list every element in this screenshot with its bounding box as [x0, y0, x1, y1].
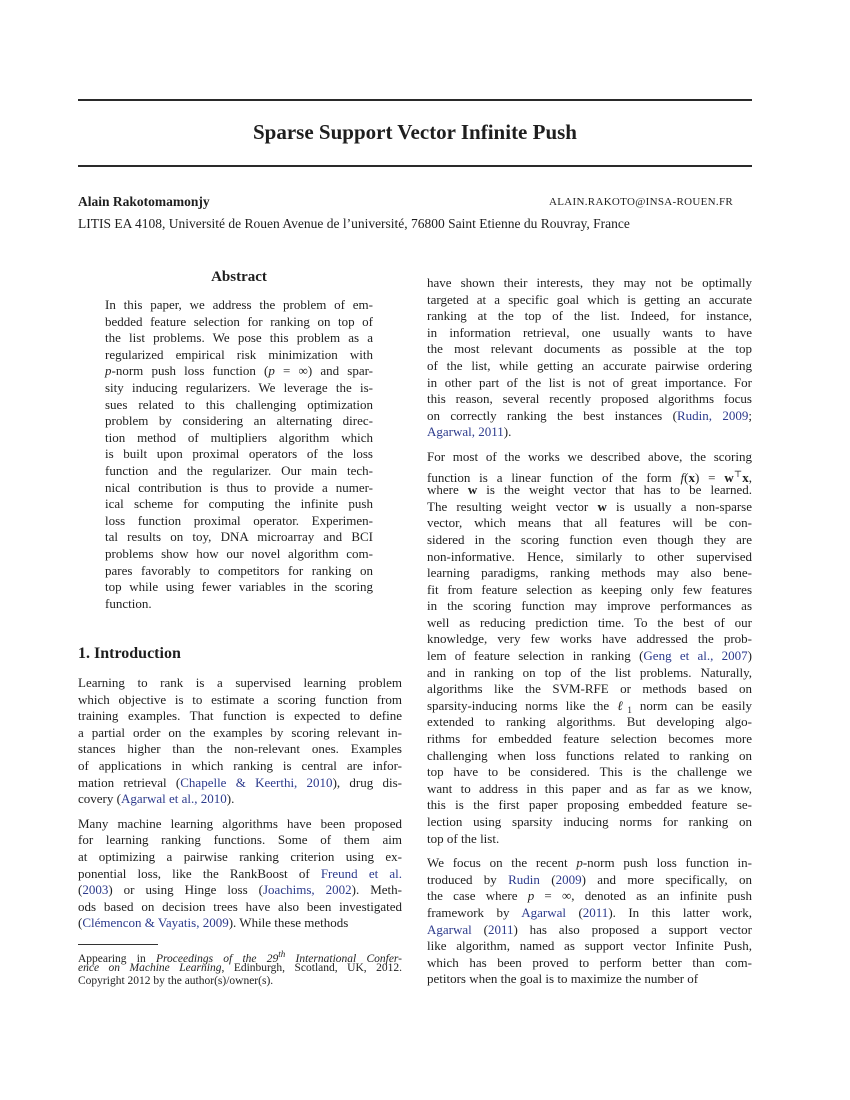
text-line: for learning ranking functions. Some of them aim — [78, 832, 402, 848]
text-line — [427, 482, 752, 499]
text-line: ranking at the top of the list. Indeed, for instance, — [427, 308, 752, 324]
text-line — [427, 408, 752, 425]
text-segment: on correctly ranking the best instances ( — [427, 407, 677, 423]
text-line: problem by considering an alternating direc- — [105, 413, 373, 429]
text-line: at optimizing a pairwise ranking criterion using ex- — [78, 848, 402, 864]
text-line: which objective is to estimate a scoring function from — [78, 691, 402, 707]
text-segment: = ∞) and spar- — [274, 363, 373, 379]
text-segment: We focus on the recent — [427, 855, 577, 871]
right-column-body — [427, 275, 752, 996]
text-line — [427, 888, 752, 905]
text-line: nical contribution is thus to provide a numer- — [105, 479, 373, 495]
text-line: targeted at a specific goal which is getting an accurate — [427, 291, 752, 307]
text-line: loss function proximal operator. Experimen- — [105, 512, 373, 528]
text-segment: -norm push loss function in- — [582, 855, 752, 871]
text-segment: covery ( — [78, 791, 121, 807]
text-line: regularized empirical risk minimization with — [105, 346, 373, 362]
citation-link[interactable]: Agarwal — [521, 904, 566, 920]
text-segment: ). Meth- — [351, 882, 402, 898]
text-line: stances higher than the non-relevant ones. Examples — [78, 741, 402, 757]
text-line: well as reducing prediction time. To the best of our — [427, 614, 752, 630]
text-segment: -norm push loss function ( — [111, 363, 269, 379]
text-line: have shown their interests, they may not be optimally — [427, 275, 752, 290]
text-segment: ). In this latter work, — [608, 904, 752, 920]
text-segment: ) and more specifically, on — [581, 871, 752, 887]
text-line: learning paradigms, ranking methods may also bene- — [427, 565, 752, 581]
paper-title: Sparse Support Vector Infinite Push — [252, 120, 577, 144]
text-line: in the scoring function may improve performances as — [427, 598, 752, 614]
math-text: p — [268, 363, 275, 379]
introduction-heading: 1. Introduction — [78, 645, 181, 662]
text-line: rithms for embedded feature selection becomes more — [427, 731, 752, 747]
paragraph — [427, 449, 752, 847]
text-line — [427, 855, 752, 872]
math-text: International Confer- — [285, 953, 403, 965]
text-line: vector, which means that all features will be con- — [427, 515, 752, 531]
text-line: Copyright 2012 by the author(s)/owner(s). — [78, 975, 274, 988]
text-line: tal results on toy, DNA microarray and BCI — [105, 529, 373, 545]
author-name: Alain Rakotomamonjy — [78, 194, 210, 209]
text-line — [78, 791, 402, 808]
text-segment: ( — [471, 921, 488, 937]
text-line: this reason, several recently proposed algorithms focus — [427, 391, 752, 407]
text-line: want to address in this paper and as far as we know, — [427, 780, 752, 796]
text-line: top have to be considered. This is the challenge we — [427, 764, 752, 780]
paragraph — [427, 275, 752, 441]
footnote-rule — [78, 944, 158, 945]
citation-link[interactable]: Agarwal et al., 2010 — [120, 791, 227, 807]
math-text: th — [278, 949, 286, 959]
text-line: knowledge, very few works have addressed the prob- — [427, 631, 752, 647]
text-line: sidered in the scoring function even though they are — [427, 531, 752, 547]
citation-link[interactable]: 2011 — [487, 921, 514, 937]
text-line — [78, 775, 402, 792]
text-line — [427, 424, 752, 441]
math-text: 1 — [627, 704, 632, 715]
paragraph — [427, 855, 752, 988]
text-line: which has been proved to perform better than com- — [427, 954, 752, 970]
text-segment: ( — [684, 469, 689, 485]
text-segment: ) has also proposed a support vector — [513, 921, 752, 937]
text-segment: mation retrieval ( — [78, 774, 181, 790]
text-segment: where — [427, 482, 468, 498]
text-line — [78, 915, 402, 932]
text-line: For most of the works we described above, the scoring — [427, 448, 752, 464]
text-line: of the list, while getting an accurate pairwise ordering — [427, 357, 752, 373]
author-affiliation: LITIS EA 4108, Université de Rouen Avenue de l’université, 76800 Saint Etienne du Rouvray, France — [78, 216, 630, 231]
text-line: and in ranking on top of the list problems. Naturally, — [427, 664, 752, 680]
text-segment: lem of feature selection in ranking ( — [427, 648, 644, 664]
text-line — [427, 648, 752, 665]
text-line: extended to ranking algorithms. But developing algo- — [427, 714, 752, 730]
text-line — [78, 866, 402, 883]
text-line: in information retrieval, one usually wants to have — [427, 324, 752, 340]
text-line: challenging when loss functions related to ranking on — [427, 747, 752, 763]
math-text: w — [724, 469, 734, 485]
paragraph — [105, 297, 373, 612]
citation-link[interactable]: 2009 — [555, 871, 582, 887]
text-line: algorithms like the SVM-RFE or methods based on — [427, 681, 752, 697]
math-text: p — [576, 855, 583, 871]
math-text: ⊤ — [733, 468, 743, 479]
citation-link[interactable]: Freund et al. — [320, 865, 402, 881]
text-segment: The resulting weight vector — [427, 498, 598, 514]
text-line: Learning to rank is a supervised learning problem — [78, 675, 402, 690]
text-segment: ). While these methods — [228, 915, 349, 931]
text-line: pares favorably to competitors for ranking on — [105, 562, 373, 578]
text-segment: ). — [226, 791, 235, 807]
math-text: ence on Machine Learning — [78, 961, 222, 974]
text-segment: ). — [503, 424, 512, 440]
text-line: problems show how our novel algorithm com- — [105, 545, 373, 561]
text-line: a partial order on the examples by scoring relevant in- — [78, 724, 402, 740]
citation-link[interactable]: Clémencon & Vayatis, 2009 — [82, 915, 229, 931]
text-segment: , — [748, 469, 752, 485]
text-segment: ( — [78, 882, 83, 898]
text-segment: function is a linear function of the form — [427, 469, 681, 485]
text-line: In this paper, we address the problem of em- — [105, 297, 373, 312]
paragraph — [78, 816, 402, 932]
math-text: x — [688, 469, 695, 485]
text-segment: is the weight vector that has to be learned. — [477, 482, 753, 498]
citation-link[interactable]: 2003 — [82, 882, 109, 898]
text-segment: ( — [78, 915, 83, 931]
math-text: ℓ — [617, 697, 628, 713]
author-email[interactable]: ALAIN.RAKOTO@INSA-ROUEN.FR — [549, 196, 733, 208]
text-segment: the case where — [427, 888, 528, 904]
text-segment: sparsity-inducing norms like the — [427, 697, 618, 713]
math-text: p — [105, 363, 112, 379]
text-segment: is usually a non-sparse — [606, 498, 752, 514]
citation-link[interactable]: Chapelle & Keerthi, 2010 — [180, 774, 333, 790]
math-text: Proceedings of the 29 — [155, 953, 279, 965]
math-text: f — [680, 469, 685, 485]
text-line — [78, 948, 403, 965]
text-line — [427, 905, 752, 922]
text-line: lection using sparsity inducing norms for ranking on — [427, 814, 752, 829]
text-line — [427, 872, 752, 889]
math-text: w — [597, 498, 607, 514]
text-line: top of the list. — [427, 830, 500, 846]
citation-link[interactable]: Rudin, 2009 — [676, 407, 749, 423]
citation-link[interactable]: Geng et al., 2007 — [643, 648, 748, 664]
text-line: tion method of multipliers algorithm which — [105, 429, 373, 445]
left-column-body — [78, 675, 402, 940]
text-line: training examples. That function is expected to define — [78, 708, 402, 724]
citation-link[interactable]: Rudin — [508, 871, 540, 887]
text-line: sues related to this challenging optimization — [105, 396, 373, 412]
text-line: the most relevant documents as possible at the top — [427, 341, 752, 357]
text-segment: ) — [747, 648, 752, 664]
text-line: the list problems. We pose this problem as a — [105, 330, 373, 346]
text-segment: framework by — [427, 904, 522, 920]
text-line: of applications in which ranking is central are infor- — [78, 757, 402, 773]
text-segment: norm can be easily — [631, 697, 753, 713]
text-segment: ), drug dis- — [332, 774, 402, 790]
text-line: Many machine learning algorithms have been proposed — [78, 815, 402, 831]
text-line: ical scheme for computing the infinite push — [105, 496, 373, 512]
text-line — [427, 922, 752, 939]
math-text: w — [467, 482, 478, 498]
text-line — [427, 499, 752, 516]
text-segment: troduced by — [427, 871, 509, 887]
text-line: ods based on decision trees have also been investigated — [78, 898, 402, 914]
text-segment: , Edinburgh, Scotland, UK, 2012. — [221, 961, 402, 974]
math-text: x — [742, 469, 749, 485]
text-line — [78, 882, 402, 899]
text-segment: ) or using Hinge loss ( — [108, 882, 263, 898]
text-line — [427, 698, 752, 715]
abstract-heading: Abstract — [211, 269, 267, 285]
text-line: top while using fewer variables in the scoring — [105, 579, 373, 595]
text-segment: ( — [539, 871, 556, 887]
paragraph — [78, 675, 402, 808]
text-segment: ponential loss, like the RankBoost of — [78, 865, 321, 881]
citation-link[interactable]: Agarwal — [427, 921, 472, 937]
citation-link[interactable]: 2011 — [582, 904, 609, 920]
title-bottom-rule — [78, 165, 752, 167]
footnote — [78, 948, 402, 997]
math-text: p — [527, 888, 535, 904]
text-line: is built upon proximal operators of the loss — [105, 446, 373, 462]
text-line: fit from feature selection as keeping only few features — [427, 581, 752, 597]
abstract-body — [105, 297, 373, 620]
text-line: sity inducing regularizers. We leverage the is- — [105, 379, 373, 395]
text-segment: ; — [748, 407, 752, 423]
top-rule — [78, 99, 752, 101]
citation-link[interactable]: Agarwal, 2011 — [427, 424, 504, 440]
text-line: this is the first paper proposing embedded feature se- — [427, 797, 752, 813]
text-line: bedded feature selection for ranking on top of — [105, 313, 373, 329]
paragraph — [78, 948, 402, 989]
text-line: like algorithm, named as support vector Infinite Push, — [427, 938, 752, 954]
citation-link[interactable]: Joachims, 2002 — [263, 882, 352, 898]
text-line: function. — [105, 595, 152, 611]
text-line: petitors when the goal is to maximize the number of — [427, 971, 699, 987]
text-segment: = ∞, denoted as an infinite push — [534, 888, 752, 904]
text-segment: Appearing in — [78, 953, 156, 965]
text-segment: ) = — [695, 469, 725, 485]
text-line: function and the regularizer. Our main tech- — [105, 462, 373, 478]
text-segment: ( — [565, 904, 583, 920]
text-line — [78, 962, 402, 976]
text-line — [427, 466, 752, 483]
text-line — [105, 363, 373, 380]
text-line: in other part of the list is not of great importance. For — [427, 374, 752, 390]
text-line: non-informative. Hence, similarly to other supervised — [427, 548, 752, 564]
